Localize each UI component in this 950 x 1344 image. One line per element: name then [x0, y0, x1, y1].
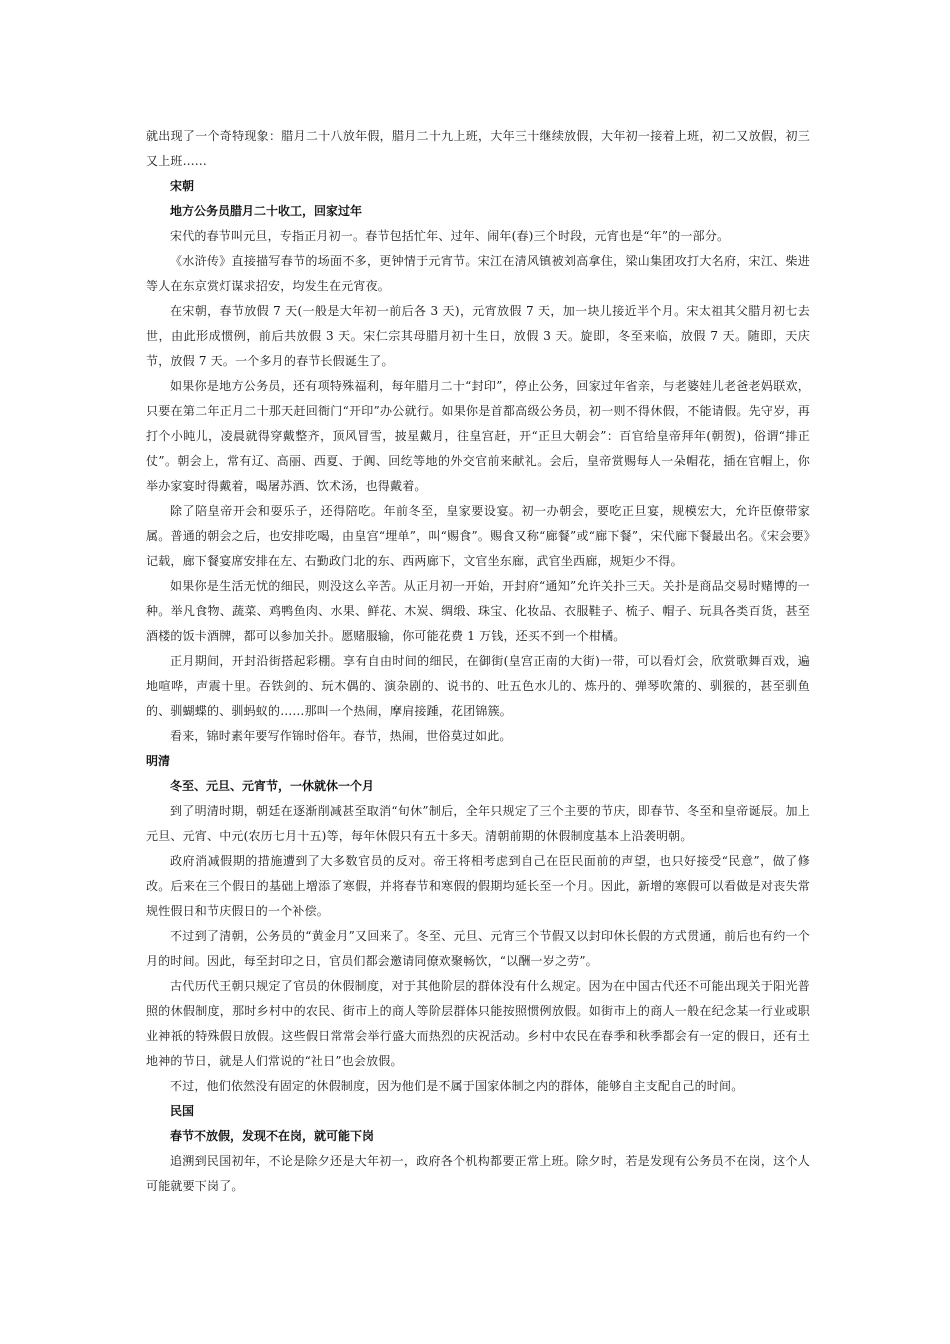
paragraph: 如果你是生活无忧的细民，则没这么辛苦。从正月初一开始，开封府“通知”允许关扑三天。关扑是商品交易时赌博的一种。举凡食物、蔬菜、鸡鸭鱼肉、水果、鲜花、木炭、绸缎、珠宝、化妆品、衣服鞋子、梳子、帽子、玩具各类百货，甚至酒楼的饭卡酒牌，都可以参加关扑。愿赌服输，你可能花费 1 万钱，还买不到一个柑橘。 [146, 579, 810, 643]
paragraph: 除了陪皇帝开会和耍乐子，还得陪吃。年前冬至，皇家要设宴。初一办朝会，要吃正旦宴，规模宏大，允许臣僚带家属。普通的朝会之后，也安排吃喝，由皇宫“埋单”，叫“赐食”。赐食又称“廊餐”或“廊下餐”，宋代廊下餐最出名。《宋会要》记载，廊下餐宴席安排在左、右勤政门北的东、西两廊下，文官坐东廊，武官坐西廊，规矩少不得。 [146, 504, 810, 568]
paragraph: 不过，他们依然没有固定的休假制度，因为他们是不属于国家体制之内的群体，能够自主支配自己的时间。 [170, 1079, 744, 1093]
paragraph: 如果你是地方公务员，还有项特殊福利，每年腊月二十“封印”，停止公务，回家过年省亲，与老婆娃儿老爸老妈联欢，只要在第二年正月二十那天赶回衙门“开印”办公就行。如果你是首都高级公务员，初一则不得休假，不能请假。先守岁，再打个小盹儿，凌晨就得穿戴整齐，顶风冒雪，披星戴月，往皇宫赶，开“正旦大朝会”：百官给皇帝拜年(朝贺)，俗谓“排正仗”。朝会上，常有辽、高丽、西夏、于阗、回纥等地的外交官前来献礼。会后，皇帝赏赐每人一朵帽花，插在官帽上，你举办家宴时得戴着，喝屠苏酒、饮术汤，也得戴着。 [146, 379, 810, 493]
paragraph: 追溯到民国初年，不论是除夕还是大年初一，政府各个机构都要正常上班。除夕时，若是发现有公务员不在岗，这个人可能就要下岗了。 [146, 1154, 810, 1193]
paragraph: 《水浒传》直接描写春节的场面不多，更钟情于元宵节。宋江在清风镇被刘高拿住，梁山集团攻打大名府，宋江、柴进等人在东京赏灯谋求招安，均发生在元宵夜。 [146, 254, 810, 293]
paragraph: 政府消减假期的措施遭到了大多数官员的反对。帝王将相考虑到自己在臣民面前的声望，也只好接受“民意”，做了修改。后来在三个假日的基础上增添了寒假，并将春节和寒假的假期均延长至一个月。因此，新增的寒假可以看做是对丧失常规性假日和节庆假日的一个补偿。 [146, 854, 810, 918]
paragraph-intro: 就出现了一个奇特现象：腊月二十八放年假，腊月二十九上班，大年三十继续放假，大年初一接着上班，初二又放假，初三又上班…… [146, 129, 810, 168]
paragraph: 宋代的春节叫元旦，专指正月初一。春节包括忙年、过年、闹年(春)三个时段，元宵也是“年”的一部分。 [170, 229, 730, 243]
subheading-song: 地方公务员腊月二十收工，回家过年 [170, 204, 363, 218]
paragraph: 古代历代王朝只规定了官员的休假制度，对于其他阶层的群体没有什么规定。因为在中国古代还不可能出现关于阳光普照的休假制度，那时乡村中的农民、街市上的商人等阶层群体只能按照惯例放假。如街市上的商人一般在纪念某一行业或职业神祇的特殊假日放假。这些假日常常会举行盛大而热烈的庆祝活动。乡村中农民在春季和秋季都会有一定的假日，还有土地神的节日，就是人们常说的“社日”也会放假。 [146, 979, 810, 1068]
section-heading-ming-qing: 明清 [146, 754, 171, 768]
paragraph: 不过到了清朝，公务员的“黄金月”又回来了。冬至、元旦、元宵三个节假又以封印休长假的方式贯通，前后也有约一个月的时间。因此，每至封印之日，官员们都会邀请同僚欢聚畅饮，“以酬一岁之劳”。 [146, 929, 810, 968]
document-page [146, 124, 810, 1199]
section-heading-song: 宋朝 [170, 179, 195, 193]
paragraph: 在宋朝，春节放假 7 天(一般是大年初一前后各 3 天)，元宵放假 7 天，加一块儿接近半个月。宋太祖其父腊月初七去世，由此形成惯例，前后共放假 3 天。宋仁宗其母腊月初十生日，放假 3 天。旋即，冬至来临，放假 7 天。随即，天庆节，放假 7 天。一个多月的春节长假诞生了。 [146, 304, 810, 368]
paragraph: 到了明清时期，朝廷在逐渐削减甚至取消“旬休”制后，全年只规定了三个主要的节庆，即春节、冬至和皇帝诞辰。加上元旦、元宵、中元(农历七月十五)等，每年休假只有五十多天。清朝前期的休假制度基本上沿袭明朝。 [146, 804, 810, 843]
subheading-ming-qing: 冬至、元旦、元宵节，一休就休一个月 [170, 779, 375, 793]
paragraph: 正月期间，开封沿街搭起彩棚。享有自由时间的细民，在御街(皇宫正南的大街)一带，可以看灯会，欣赏歌舞百戏，遍地喧哗，声震十里。吞铁剑的、玩木偶的、演杂剧的、说书的、吐五色水儿的、炼丹的、弹琴吹箫的、驯猴的，甚至驯鱼的、驯蝴蝶的、驯蚂蚁的……那叫一个热闹，摩肩接踵，花团锦簇。 [146, 654, 810, 718]
section-heading-minguo: 民国 [170, 1104, 195, 1118]
paragraph: 看来，锦时素年要写作锦时俗年。春节，热闹，世俗莫过如此。 [170, 729, 512, 743]
subheading-minguo: 春节不放假，发现不在岗，就可能下岗 [170, 1129, 375, 1143]
